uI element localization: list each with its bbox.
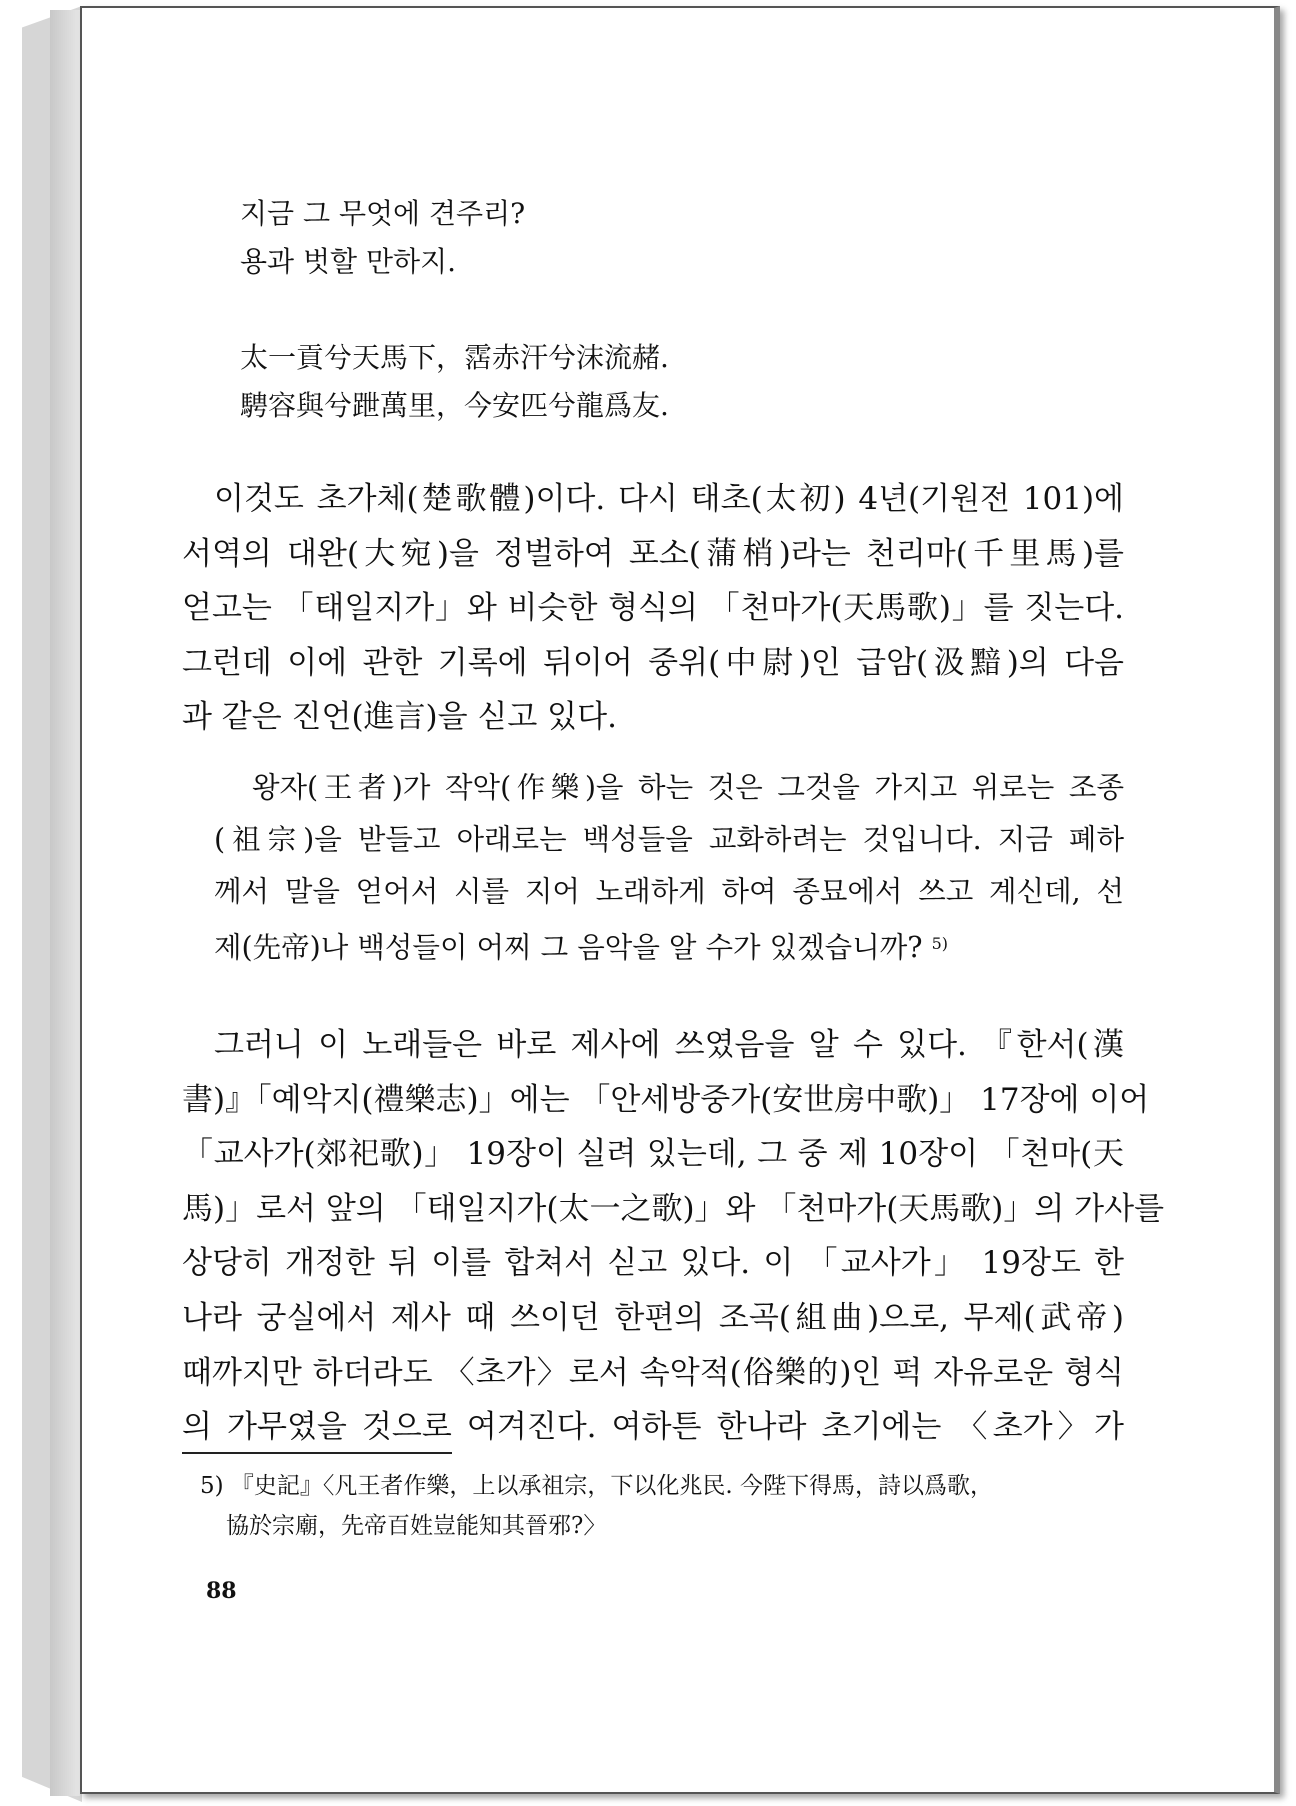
paragraph-line: 서역의 대완(大宛)을 정벌하여 포소(蒲梢)라는 천리마(千里馬)를	[182, 535, 1124, 572]
paragraph-1	[182, 472, 1124, 745]
poem-chinese-line: 太一貢兮天馬下，霑赤汗兮沫流赭.	[240, 341, 669, 374]
paragraph-line: 의 가무였을 것으로 여겨진다. 여하튼 한나라 초기에는 〈초가〉가	[182, 1409, 1124, 1446]
quote-line-last	[214, 918, 1124, 974]
paragraph-line: 그러니 이 노래들은 바로 제사에 쓰였음을 알 수 있다. 『한서(漢	[214, 1027, 1124, 1063]
footnote-marker[interactable]: 5)	[931, 934, 949, 953]
quote-line: 왕자(王者)가 작악(作樂)을 하는 것은 그것을 가지고 위로는 조종	[252, 771, 1124, 804]
block-quote	[214, 762, 1124, 974]
paragraph-line: 나라 궁실에서 제사 때 쓰이던 한편의 조곡(組曲)으로, 무제(武帝)	[182, 1299, 1124, 1336]
page-number: 88	[206, 1578, 237, 1604]
paragraph-line: 馬)」로서 앞의 「태일지가(太一之歌)」와 「천마가(天馬歌)」의 가사를	[182, 1190, 1165, 1227]
paragraph-line: 「교사가(郊祀歌)」 19장이 실려 있는데, 그 중 제 10장이 「천마(天	[182, 1136, 1124, 1173]
footnote-divider	[182, 1452, 452, 1454]
paragraph-line: 書)』「예악지(禮樂志)」에는 「안세방중가(安世房中歌)」 17장에 이어	[182, 1081, 1150, 1118]
paragraph-line: 이것도 초가체(楚歌體)이다. 다시 태초(太初) 4년(기원전 101)에	[214, 481, 1124, 517]
poem-korean	[240, 190, 525, 286]
paragraph-line: 때까지만 하더라도 〈초가〉로서 속악적(俗樂的)인 퍽 자유로운 형식	[182, 1354, 1124, 1391]
footnote	[200, 1466, 1124, 1546]
poem-korean-line: 지금 그 무엇에 견주리?	[240, 197, 526, 230]
quote-line: 제(先帝)나 백성들이 어찌 그 음악을 알 수가 있겠습니까?	[214, 931, 923, 964]
paragraph-line: 과 같은 진언(進言)을 싣고 있다.	[182, 699, 617, 736]
poem-chinese-line: 騁容與兮跇萬里，今安匹兮龍爲友.	[240, 389, 669, 422]
poem-korean-line: 용과 벗할 만하지.	[240, 245, 457, 278]
quote-line: (祖宗)을 받들고 아래로는 백성들을 교화하려는 것입니다. 지금 폐하	[214, 823, 1124, 856]
quote-line: 께서 말을 얻어서 시를 지어 노래하게 하여 종묘에서 쓰고 계신데, 선	[214, 875, 1124, 908]
paragraph-line: 얻고는 「태일지가」와 비슷한 형식의 「천마가(天馬歌)」를 짓는다.	[182, 590, 1124, 627]
poem-chinese	[240, 334, 669, 430]
footnote-line: 5) 『史記』〈凡王者作樂，上以承祖宗，下以化兆民. 今陛下得馬，詩以爲歌，	[200, 1473, 994, 1499]
paragraph-2	[182, 1018, 1165, 1455]
paragraph-line: 그런데 이에 관한 기록에 뒤이어 중위(中尉)인 급암(汲黯)의 다음	[182, 644, 1124, 681]
paragraph-line: 상당히 개정한 뒤 이를 합쳐서 싣고 있다. 이 「교사가」 19장도 한	[182, 1245, 1124, 1282]
book-page-edge	[50, 10, 80, 1796]
footnote-line: 協於宗廟，先帝百姓豈能知其晉邪?〉	[226, 1513, 607, 1539]
